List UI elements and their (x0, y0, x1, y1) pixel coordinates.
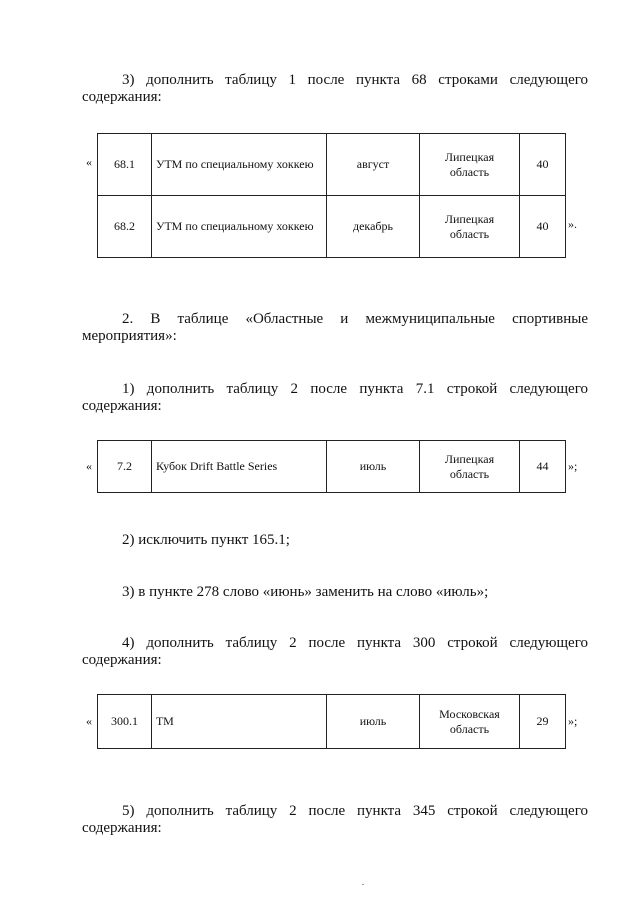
paragraph-item-1: 1) дополнить таблицу 2 после пункта 7.1 строкой следующего содержания: (82, 381, 588, 414)
cell-region: Липецкая область (420, 196, 520, 258)
cell-month: июль (327, 441, 420, 493)
open-quote: « (86, 155, 92, 169)
paragraph-item-3: 3) дополнить таблицу 1 после пункта 68 строками следующего содержания: (82, 72, 588, 105)
cell-count: 40 (520, 196, 566, 258)
table-row (98, 441, 566, 493)
open-quote: « (86, 714, 92, 728)
cell-number: 68.2 (98, 196, 152, 258)
paragraph-item-3b: 3) в пункте 278 слово «июнь» заменить на слово «июль»; (122, 584, 489, 600)
cell-event-name: Кубок Drift Battle Series (152, 441, 327, 493)
cell-month: август (327, 134, 420, 196)
table-row (98, 134, 566, 196)
paragraph-item-4: 4) дополнить таблицу 2 после пункта 300 строкой следующего содержания: (82, 635, 588, 668)
cell-region: Московская область (420, 695, 520, 749)
paragraph-item-5: 5) дополнить таблицу 2 после пункта 345 строкой следующего содержания: (82, 803, 588, 836)
cell-count: 40 (520, 134, 566, 196)
cell-number: 7.2 (98, 441, 152, 493)
cell-count: 44 (520, 441, 566, 493)
table-insert-68 (97, 133, 566, 258)
table-row (98, 695, 566, 749)
cell-month: июль (327, 695, 420, 749)
cell-number: 68.1 (98, 134, 152, 196)
open-quote: « (86, 459, 92, 473)
paragraph-item-2: 2) исключить пункт 165.1; (122, 532, 290, 548)
paragraph-section-2: 2. В таблице «Областные и межмуниципальные спортивные мероприятия»: (82, 311, 588, 344)
cell-region: Липецкая область (420, 134, 520, 196)
cell-month: декабрь (327, 196, 420, 258)
close-quote: ». (568, 217, 577, 231)
table-insert-300 (97, 694, 566, 749)
cell-event-name: УТМ по специальному хоккею (152, 196, 327, 258)
cell-region: Липецкая область (420, 441, 520, 493)
cell-count: 29 (520, 695, 566, 749)
cell-number: 300.1 (98, 695, 152, 749)
scan-speck (362, 884, 364, 885)
table-insert-7-1 (97, 440, 566, 493)
cell-event-name: ТМ (152, 695, 327, 749)
table-row (98, 196, 566, 258)
close-quote: »; (568, 714, 578, 728)
close-quote: »; (568, 459, 578, 473)
cell-event-name: УТМ по специальному хоккею (152, 134, 327, 196)
